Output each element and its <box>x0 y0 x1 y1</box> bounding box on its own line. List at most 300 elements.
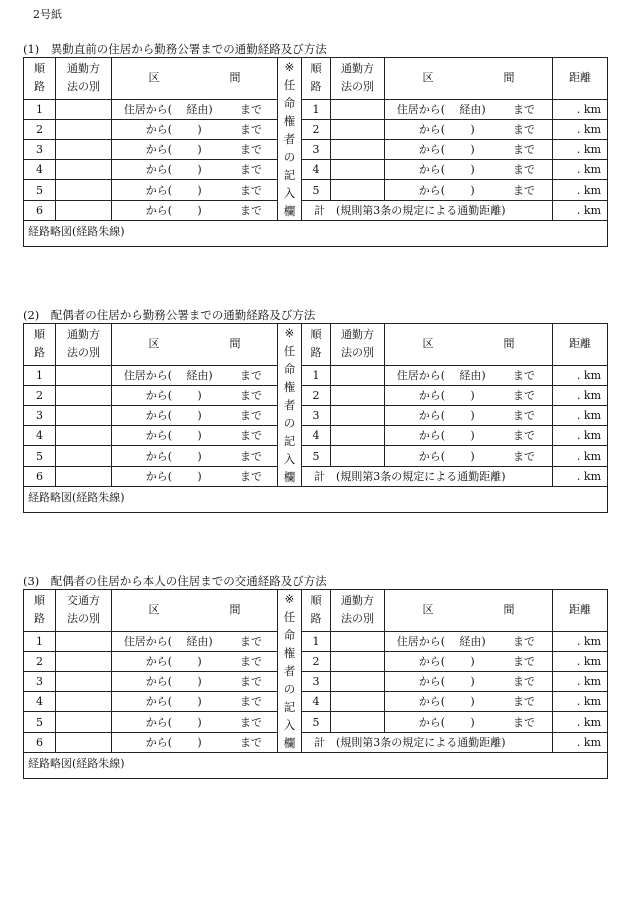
total-distance-label <box>302 466 553 486</box>
vertical-char: 権 <box>283 114 296 128</box>
segment-until: まで <box>240 409 262 423</box>
segment-cell-right[interactable] <box>385 99 553 119</box>
row-number-text: 1 <box>36 102 43 116</box>
method-cell[interactable] <box>56 385 112 405</box>
segment-cell[interactable] <box>112 426 278 446</box>
header-method <box>56 590 112 632</box>
segment-cell[interactable] <box>112 732 278 752</box>
method-cell[interactable] <box>56 200 112 220</box>
segment-from: から( <box>418 715 445 729</box>
segment-cell[interactable] <box>112 365 278 385</box>
segment-until: まで <box>240 183 262 197</box>
header-method <box>56 58 112 100</box>
row-number-text: 1 <box>36 368 43 382</box>
method-cell[interactable] <box>56 160 112 180</box>
method-cell-right[interactable] <box>331 365 385 385</box>
row-number-text: 5 <box>312 449 320 463</box>
segment-from: から( <box>145 469 172 483</box>
distance-cell[interactable] <box>553 671 608 691</box>
segment-from: から( <box>145 695 172 709</box>
distance-cell[interactable] <box>553 365 608 385</box>
segment-until: まで <box>513 143 535 157</box>
segment-cell[interactable] <box>112 466 278 486</box>
distance-unit: . km <box>576 122 601 136</box>
vertical-char: 権 <box>283 380 296 394</box>
segment-until: まで <box>513 122 535 136</box>
row-number <box>24 671 56 691</box>
route-map-row <box>24 221 608 247</box>
segment-until: まで <box>513 183 535 197</box>
distance-unit: . km <box>576 735 601 749</box>
header-section <box>112 58 278 100</box>
header-distance <box>553 58 608 100</box>
segment-cell[interactable] <box>112 139 278 159</box>
row-number-text: 2 <box>36 388 43 402</box>
header-section <box>112 590 278 632</box>
segment-until: まで <box>513 388 535 402</box>
method-cell[interactable] <box>56 139 112 159</box>
distance-cell[interactable] <box>553 385 608 405</box>
distance-unit: . km <box>576 469 601 483</box>
segment-cell-right[interactable] <box>385 180 553 200</box>
vertical-char: の <box>283 416 296 430</box>
segment-via: 経由) <box>186 634 213 648</box>
method-cell[interactable] <box>56 119 112 139</box>
segment-cell-right[interactable] <box>385 385 553 405</box>
vertical-char: 命 <box>283 96 296 110</box>
row-number-text: 4 <box>312 429 320 443</box>
row-number-text: 6 <box>36 203 43 217</box>
segment-cell[interactable] <box>112 99 278 119</box>
vertical-char: の <box>283 150 296 164</box>
segment-until: まで <box>513 409 535 423</box>
table-row <box>24 712 608 732</box>
segment-cell-right[interactable] <box>385 692 553 712</box>
table-row <box>24 631 608 651</box>
method-cell-right[interactable] <box>331 405 385 425</box>
method-cell[interactable] <box>56 180 112 200</box>
row-number-right <box>302 692 331 712</box>
row-number-right <box>302 385 331 405</box>
header-method-r1: 通勤方 <box>341 62 374 76</box>
segment-from: から( <box>418 143 445 157</box>
segment-from: から( <box>418 695 445 709</box>
segment-cell[interactable] <box>112 200 278 220</box>
vertical-char: 欄 <box>283 470 296 484</box>
route-table <box>23 57 608 247</box>
method-cell-right[interactable] <box>331 631 385 651</box>
segment-from: 住居から( <box>123 102 172 116</box>
distance-unit: . km <box>576 203 601 217</box>
row-number-text: 6 <box>36 469 43 483</box>
method-cell[interactable] <box>56 426 112 446</box>
segment-from: 住居から( <box>396 368 445 382</box>
segment-via: 経由) <box>186 368 213 382</box>
distance-cell[interactable] <box>553 200 608 220</box>
method-cell[interactable] <box>56 365 112 385</box>
header-method-2: 法の別 <box>67 80 100 94</box>
header-order-right <box>302 58 331 100</box>
segment-from: 住居から( <box>396 634 445 648</box>
row-number-text: 1 <box>36 634 43 648</box>
method-cell-right[interactable] <box>331 119 385 139</box>
distance-cell[interactable] <box>553 732 608 752</box>
route-map-area[interactable] <box>24 753 608 779</box>
method-cell-right[interactable] <box>331 671 385 691</box>
segment-close: ) <box>197 163 202 177</box>
method-cell-right[interactable] <box>331 651 385 671</box>
route-map-label: 経路略図(経路朱線) <box>28 491 125 504</box>
segment-until: まで <box>513 634 535 648</box>
header-section-2: 間 <box>229 337 241 351</box>
section-title: (1) 異動直前の住居から勤務公署までの通勤経路及び方法 <box>23 42 327 56</box>
total-distance-label <box>302 200 553 220</box>
table-row <box>24 405 608 425</box>
vertical-char: 命 <box>283 362 296 376</box>
segment-close: ) <box>470 675 475 689</box>
header-row <box>24 324 608 366</box>
distance-unit: . km <box>576 429 601 443</box>
segment-cell-right[interactable] <box>385 671 553 691</box>
header-method-r1: 通勤方 <box>341 328 374 342</box>
row-number-text: 2 <box>36 122 43 136</box>
header-order <box>24 58 56 100</box>
header-section-r1: 区 <box>422 337 434 351</box>
method-cell[interactable] <box>56 466 112 486</box>
distance-cell[interactable] <box>553 712 608 732</box>
segment-via: 経由) <box>459 634 486 648</box>
header-order-r1: 順 <box>310 328 322 342</box>
vertical-char: ※ <box>284 60 295 74</box>
table-row <box>24 99 608 119</box>
segment-close: ) <box>197 675 202 689</box>
header-distance-label: 距離 <box>569 71 591 85</box>
vertical-char: 任 <box>283 610 296 624</box>
segment-cell-right[interactable] <box>385 405 553 425</box>
row-number-right <box>302 405 331 425</box>
header-section-r2: 間 <box>503 337 515 351</box>
segment-close: ) <box>470 409 475 423</box>
vertical-char: 権 <box>283 646 296 660</box>
row-number <box>24 139 56 159</box>
method-cell-right[interactable] <box>331 446 385 466</box>
row-number-right <box>302 446 331 466</box>
segment-until: まで <box>240 634 262 648</box>
method-cell-right[interactable] <box>331 385 385 405</box>
row-number-right <box>302 160 331 180</box>
segment-until: まで <box>240 122 262 136</box>
distance-cell[interactable] <box>553 692 608 712</box>
header-order-2: 路 <box>34 612 45 626</box>
vertical-char: 者 <box>283 398 296 412</box>
segment-until: まで <box>513 429 535 443</box>
header-distance-label: 距離 <box>569 603 591 617</box>
distance-unit: . km <box>576 102 601 116</box>
method-cell[interactable] <box>56 692 112 712</box>
segment-close: ) <box>470 695 475 709</box>
segment-cell-right[interactable] <box>385 651 553 671</box>
segment-from: から( <box>418 675 445 689</box>
segment-from: から( <box>418 183 445 197</box>
row-number-text: 3 <box>36 675 43 689</box>
distance-cell[interactable] <box>553 631 608 651</box>
route-map-label: 経路略図(経路朱線) <box>28 757 125 770</box>
header-order-right <box>302 324 331 366</box>
table-row <box>24 200 608 220</box>
segment-from: から( <box>145 715 172 729</box>
header-order-1: 順 <box>34 594 45 608</box>
segment-close: ) <box>470 163 475 177</box>
segment-cell-right[interactable] <box>385 446 553 466</box>
segment-close: ) <box>470 388 475 402</box>
header-method-r1: 通勤方 <box>341 594 374 608</box>
row-number <box>24 365 56 385</box>
appointing-authority-column <box>278 590 302 753</box>
method-cell-right[interactable] <box>331 99 385 119</box>
row-number-text: 3 <box>312 675 320 689</box>
table-row <box>24 180 608 200</box>
segment-close: ) <box>470 429 475 443</box>
segment-cell[interactable] <box>112 119 278 139</box>
method-cell-right[interactable] <box>331 160 385 180</box>
distance-cell[interactable] <box>553 160 608 180</box>
segment-close: ) <box>470 122 475 136</box>
segment-from: から( <box>145 163 172 177</box>
header-section-right <box>385 58 553 100</box>
segment-until: まで <box>513 449 535 463</box>
segment-cell[interactable] <box>112 385 278 405</box>
row-number <box>24 631 56 651</box>
segment-cell-right[interactable] <box>385 139 553 159</box>
distance-cell[interactable] <box>553 446 608 466</box>
row-number-right <box>302 631 331 651</box>
segment-close: ) <box>197 143 202 157</box>
segment-until: まで <box>513 675 535 689</box>
method-cell-right[interactable] <box>331 712 385 732</box>
segment-close: ) <box>197 122 202 136</box>
row-number <box>24 99 56 119</box>
row-number-right <box>302 180 331 200</box>
method-cell[interactable] <box>56 99 112 119</box>
segment-until: まで <box>513 163 535 177</box>
table-row <box>24 160 608 180</box>
segment-close: ) <box>470 715 475 729</box>
row-number <box>24 732 56 752</box>
table-row <box>24 119 608 139</box>
route-section-1 <box>23 41 607 247</box>
segment-via: 経由) <box>459 102 486 116</box>
table-row <box>24 692 608 712</box>
segment-until: まで <box>240 715 262 729</box>
segment-close: ) <box>470 183 475 197</box>
segment-from: から( <box>418 163 445 177</box>
segment-until: まで <box>513 715 535 729</box>
segment-cell-right[interactable] <box>385 365 553 385</box>
row-number-text: 3 <box>312 409 320 423</box>
method-cell-right[interactable] <box>331 692 385 712</box>
vertical-char: 入 <box>283 186 296 200</box>
segment-close: ) <box>470 449 475 463</box>
distance-cell[interactable] <box>553 466 608 486</box>
segment-until: まで <box>240 388 262 402</box>
segment-until: まで <box>513 102 535 116</box>
row-number <box>24 692 56 712</box>
method-cell[interactable] <box>56 405 112 425</box>
route-map-area[interactable] <box>24 487 608 513</box>
row-number-right <box>302 119 331 139</box>
row-number <box>24 466 56 486</box>
distance-cell[interactable] <box>553 651 608 671</box>
row-number-text: 2 <box>36 654 43 668</box>
distance-unit: . km <box>576 183 601 197</box>
header-order-2: 路 <box>34 346 45 360</box>
vertical-char: ※ <box>284 592 295 606</box>
segment-from: から( <box>145 203 172 217</box>
row-number <box>24 446 56 466</box>
distance-cell[interactable] <box>553 426 608 446</box>
distance-unit: . km <box>576 695 601 709</box>
segment-cell[interactable] <box>112 692 278 712</box>
header-order <box>24 324 56 366</box>
header-method-right <box>331 324 385 366</box>
row-number <box>24 119 56 139</box>
method-cell-right[interactable] <box>331 426 385 446</box>
distance-cell[interactable] <box>553 119 608 139</box>
table-row <box>24 385 608 405</box>
segment-close: ) <box>197 469 202 483</box>
segment-cell[interactable] <box>112 631 278 651</box>
method-cell[interactable] <box>56 446 112 466</box>
segment-cell-right[interactable] <box>385 119 553 139</box>
header-method-right <box>331 590 385 632</box>
route-map-area[interactable] <box>24 221 608 247</box>
distance-cell[interactable] <box>553 139 608 159</box>
header-section-r2: 間 <box>503 71 515 85</box>
vertical-char: ※ <box>284 326 295 340</box>
segment-from: から( <box>145 183 172 197</box>
segment-cell[interactable] <box>112 160 278 180</box>
method-cell[interactable] <box>56 651 112 671</box>
row-number-text: 1 <box>312 634 320 648</box>
route-map-label: 経路略図(経路朱線) <box>28 225 125 238</box>
vertical-char: 記 <box>283 434 296 448</box>
row-number-text: 2 <box>312 388 320 402</box>
row-number-text: 4 <box>36 163 43 177</box>
method-cell-right[interactable] <box>331 139 385 159</box>
segment-close: ) <box>470 143 475 157</box>
distance-unit: . km <box>576 654 601 668</box>
segment-cell[interactable] <box>112 180 278 200</box>
segment-from: から( <box>145 449 172 463</box>
row-number-text: 2 <box>312 654 320 668</box>
vertical-char: 欄 <box>283 204 296 218</box>
segment-close: ) <box>470 654 475 668</box>
distance-cell[interactable] <box>553 405 608 425</box>
row-number-right <box>302 139 331 159</box>
header-method-right <box>331 58 385 100</box>
segment-cell[interactable] <box>112 446 278 466</box>
header-method <box>56 324 112 366</box>
segment-cell[interactable] <box>112 405 278 425</box>
segment-cell[interactable] <box>112 671 278 691</box>
segment-from: から( <box>418 654 445 668</box>
method-cell[interactable] <box>56 631 112 651</box>
segment-until: まで <box>240 469 262 483</box>
header-row <box>24 590 608 632</box>
total-text: 計 (規則第3条の規定による通勤距離) <box>314 735 506 749</box>
header-method-2: 法の別 <box>67 612 100 626</box>
row-number <box>24 405 56 425</box>
segment-cell-right[interactable] <box>385 712 553 732</box>
distance-cell[interactable] <box>553 99 608 119</box>
segment-cell[interactable] <box>112 712 278 732</box>
row-number-right <box>302 671 331 691</box>
header-section-r1: 区 <box>422 71 434 85</box>
segment-close: ) <box>197 429 202 443</box>
row-number-text: 5 <box>36 449 43 463</box>
segment-close: ) <box>197 388 202 402</box>
header-distance-label: 距離 <box>569 337 591 351</box>
header-section-r1: 区 <box>422 603 434 617</box>
header-order-r2: 路 <box>310 80 322 94</box>
row-number-text: 6 <box>36 735 43 749</box>
distance-unit: . km <box>576 163 601 177</box>
row-number-text: 5 <box>312 715 320 729</box>
section-title: (3) 配偶者の住居から本人の住居までの交通経路及び方法 <box>23 574 327 588</box>
header-section-2: 間 <box>229 71 241 85</box>
segment-until: まで <box>240 735 262 749</box>
row-number-text: 3 <box>36 143 43 157</box>
table-row <box>24 671 608 691</box>
segment-until: まで <box>240 102 262 116</box>
segment-close: ) <box>197 735 202 749</box>
row-number-text: 4 <box>36 695 43 709</box>
header-distance <box>553 590 608 632</box>
segment-cell[interactable] <box>112 651 278 671</box>
method-cell-right[interactable] <box>331 180 385 200</box>
segment-close: ) <box>197 695 202 709</box>
vertical-char: 任 <box>283 344 296 358</box>
segment-cell-right[interactable] <box>385 426 553 446</box>
header-method-r2: 法の別 <box>341 346 374 360</box>
segment-cell-right[interactable] <box>385 160 553 180</box>
header-order-r1: 順 <box>310 594 322 608</box>
segment-from: から( <box>145 143 172 157</box>
header-distance <box>553 324 608 366</box>
row-number <box>24 385 56 405</box>
header-method-1: 通勤方 <box>67 62 100 76</box>
vertical-char: 者 <box>283 132 296 146</box>
total-text: 計 (規則第3条の規定による通勤距離) <box>314 203 506 217</box>
segment-from: から( <box>145 675 172 689</box>
table-row <box>24 365 608 385</box>
method-cell[interactable] <box>56 732 112 752</box>
appointing-authority-column <box>278 58 302 221</box>
vertical-char: 入 <box>283 718 296 732</box>
row-number-right <box>302 426 331 446</box>
segment-cell-right[interactable] <box>385 631 553 651</box>
segment-from: から( <box>145 388 172 402</box>
distance-unit: . km <box>576 143 601 157</box>
distance-unit: . km <box>576 715 601 729</box>
row-number <box>24 180 56 200</box>
method-cell[interactable] <box>56 712 112 732</box>
row-number <box>24 160 56 180</box>
distance-cell[interactable] <box>553 180 608 200</box>
method-cell[interactable] <box>56 671 112 691</box>
form-number: 2号紙 <box>33 8 62 21</box>
segment-until: まで <box>240 368 262 382</box>
